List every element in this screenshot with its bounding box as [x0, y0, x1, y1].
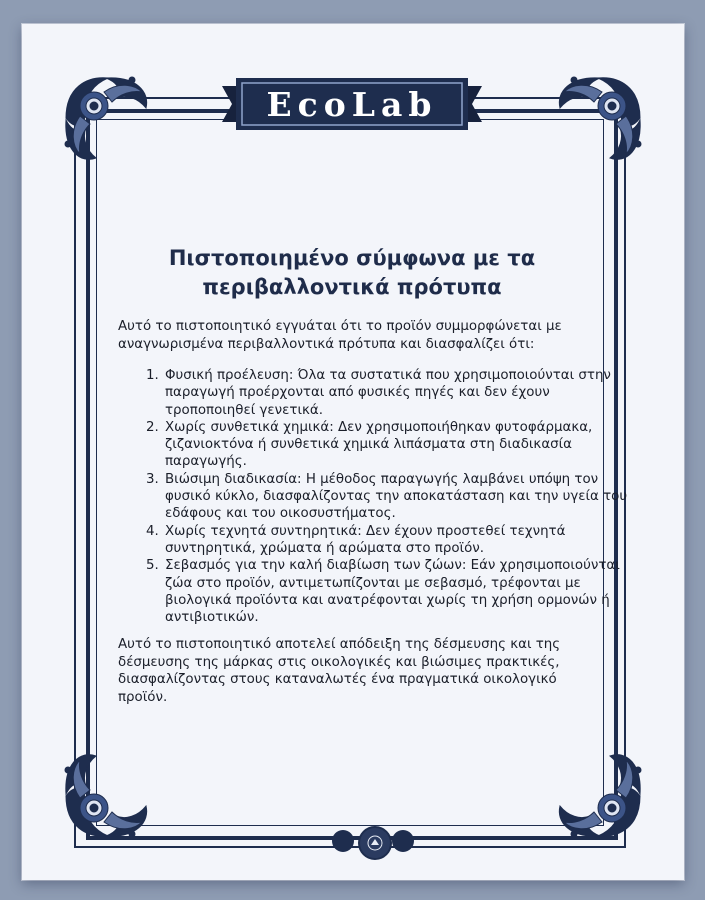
floral-ornament-icon	[46, 736, 166, 856]
brand-name: EcoLab	[266, 84, 438, 124]
closing-paragraph: Αυτό το πιστοποιητικό αποτελεί απόδειξη της δέσμευσης και της δέσμευσης της μάρκας στις οικολογικές και βιώσιμες πρακτικές, διασφαλίζοντας στους καταναλωτές ένα πραγματικά οικολογικό προϊόν.	[118, 637, 561, 705]
seal-icon	[392, 830, 414, 852]
emblem-icon	[358, 826, 392, 860]
certificate-page	[22, 24, 684, 880]
list-item: 3. Βιώσιμη διαδικασία: Η μέθοδος παραγωγής λαμβάνει υπόψη τον φυσικό κύκλο, διασφαλίζοντας την αποκατάσταση και την υγεία του εδάφους και του οικοσυστήματος.	[163, 471, 641, 523]
list-item: 1. Φυσική προέλευση: Όλα τα συστατικά που χρησιμοποιούνται στην παραγωγή προέρχονται από φυσικές πηγές και δεν έχουν τροποποιηθεί γενετικά.	[163, 367, 641, 419]
list-item: 4. Χωρίς τεχνητά συντηρητικά: Δεν έχουν προστεθεί τεχνητά συντηρητικά, χρώματα ή αρώματα στο προϊόν.	[163, 523, 641, 558]
floral-ornament-icon	[540, 736, 660, 856]
criteria-list	[118, 367, 641, 626]
floral-ornament-icon	[540, 58, 660, 178]
list-item: 5. Σεβασμός για την καλή διαβίωση των ζώων: Εάν χρησιμοποιούνται ζώα στο προϊόν, αντιμετωπίζονται με σεβασμό, τρέφονται με βιολογικά προϊόντα και ανατρέφονται χωρίς τη χρήση ορμονών ή αντιβιοτικών.	[163, 557, 641, 626]
intro-paragraph: Αυτό το πιστοποιητικό εγγυάται ότι το προϊόν συμμορφώνεται με αναγνωρισμένα περιβαλλοντικά πρότυπα και διασφαλίζει ότι:	[118, 319, 562, 352]
certificate-title: Πιστοποιημένο σύμφωνα με τα περιβαλλοντικά πρότυπα	[168, 246, 536, 299]
floral-ornament-icon	[46, 58, 166, 178]
brand-banner	[222, 64, 482, 144]
seals-group	[302, 824, 412, 860]
seal-icon	[332, 830, 354, 852]
list-item: 2. Χωρίς συνθετικά χημικά: Δεν χρησιμοποιήθηκαν φυτοφάρμακα, ζιζανιοκτόνα ή συνθετικά χημικά λιπάσματα στη διαδικασία παραγωγής.	[163, 419, 641, 471]
